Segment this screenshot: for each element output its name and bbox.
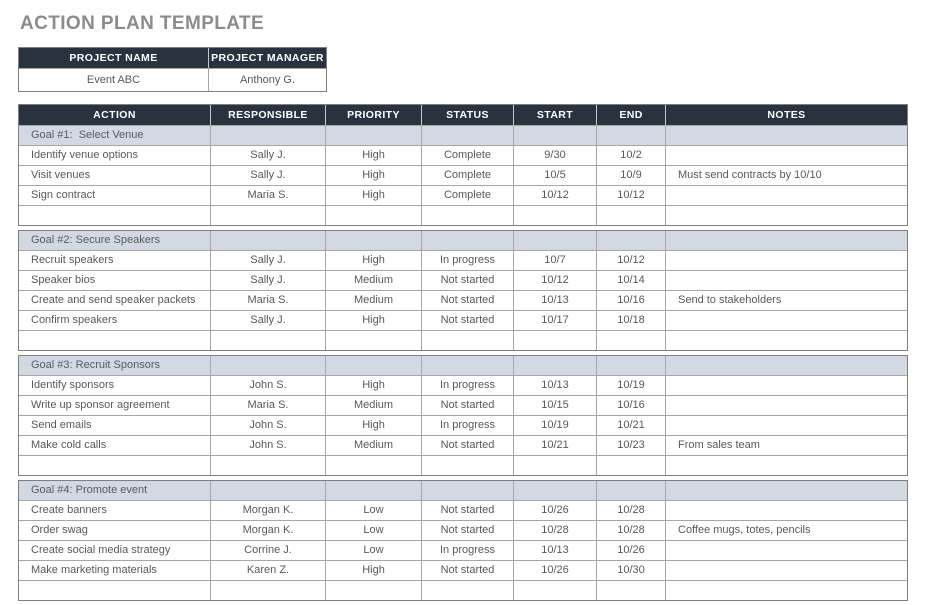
- column-header-notes: NOTES: [767, 109, 806, 121]
- cell-notes: [666, 311, 907, 330]
- goal-row-cell: [326, 481, 422, 500]
- cell-priority: Medium: [326, 396, 422, 415]
- cell-responsible: [211, 456, 326, 475]
- cell-end: [597, 206, 666, 225]
- project-info-value-row: [19, 69, 326, 91]
- table-row: [19, 436, 907, 456]
- cell-notes: [666, 186, 907, 205]
- table-row: [19, 521, 907, 541]
- cell-responsible: Morgan K.: [211, 521, 326, 540]
- cell-status: In progress: [422, 541, 514, 560]
- cell-end: 10/12: [597, 186, 666, 205]
- cell-end: 10/19: [597, 376, 666, 395]
- cell-start: 10/13: [514, 541, 597, 560]
- cell-action: Write up sponsor agreement: [19, 396, 211, 415]
- cell-start: 10/12: [514, 186, 597, 205]
- cell-responsible: Sally J.: [211, 251, 326, 270]
- cell-action: Create and send speaker packets: [19, 291, 211, 310]
- goal-row-cell: [211, 481, 326, 500]
- cell-responsible: John S.: [211, 416, 326, 435]
- project-name-header: PROJECT NAME: [19, 48, 209, 68]
- goal-row-cell: [211, 231, 326, 250]
- cell-priority: High: [326, 166, 422, 185]
- cell-notes: [666, 541, 907, 560]
- cell-action: Recruit speakers: [19, 251, 211, 270]
- cell-priority: High: [326, 416, 422, 435]
- table-row: [19, 291, 907, 311]
- cell-priority: High: [326, 311, 422, 330]
- project-manager-header: PROJECT MANAGER: [211, 52, 324, 64]
- goal-row-cell: [666, 356, 907, 375]
- cell-action: [19, 581, 211, 600]
- cell-priority: [326, 581, 422, 600]
- goal-row-cell: [666, 231, 907, 250]
- column-header-action: ACTION: [19, 105, 211, 125]
- cell-status: Not started: [422, 396, 514, 415]
- cell-action: Sign contract: [19, 186, 211, 205]
- goal-row-cell: [211, 356, 326, 375]
- cell-responsible: John S.: [211, 376, 326, 395]
- table-row: [19, 541, 907, 561]
- goal-row-cell: [326, 356, 422, 375]
- project-manager-value: Anthony G.: [239, 74, 296, 86]
- project-name-value: Event ABC: [19, 69, 209, 91]
- cell-end: 10/30: [597, 561, 666, 580]
- cell-status: Not started: [422, 271, 514, 290]
- cell-end: 10/23: [597, 436, 666, 455]
- cell-end: 10/18: [597, 311, 666, 330]
- cell-priority: Low: [326, 541, 422, 560]
- goal-row-label: Goal #4: Promote event: [19, 481, 211, 500]
- goal-row-cell: [211, 126, 326, 145]
- cell-start: 10/21: [514, 436, 597, 455]
- cell-start: 10/13: [514, 376, 597, 395]
- table-row: [19, 146, 907, 166]
- goal-section-1: [18, 104, 908, 226]
- table-row: [19, 331, 907, 350]
- cell-start: 10/28: [514, 521, 597, 540]
- goal-row-label: Goal #1: Select Venue: [19, 126, 211, 145]
- cell-status: [422, 581, 514, 600]
- goal-row-cell: [326, 126, 422, 145]
- cell-start: [514, 206, 597, 225]
- cell-action: Identify venue options: [19, 146, 211, 165]
- project-info-table: [18, 47, 327, 92]
- cell-start: [514, 456, 597, 475]
- table-row: [19, 206, 907, 225]
- cell-start: 10/5: [514, 166, 597, 185]
- goal-row-cell: [666, 126, 907, 145]
- cell-status: Not started: [422, 521, 514, 540]
- cell-responsible: Maria S.: [211, 396, 326, 415]
- cell-notes: Send to stakeholders: [678, 294, 782, 306]
- cell-start: 10/17: [514, 311, 597, 330]
- column-header-start: START: [514, 105, 597, 125]
- cell-responsible: [211, 581, 326, 600]
- cell-notes: From sales team: [678, 439, 760, 451]
- cell-end: 10/9: [597, 166, 666, 185]
- table-row: [19, 416, 907, 436]
- cell-responsible: Corrine J.: [211, 541, 326, 560]
- page-title: ACTION PLAN TEMPLATE: [20, 13, 265, 34]
- cell-priority: High: [326, 376, 422, 395]
- goal-section-4: [18, 480, 908, 601]
- column-header-priority: PRIORITY: [326, 105, 422, 125]
- cell-priority: High: [326, 186, 422, 205]
- goal-header-row: [19, 481, 907, 501]
- cell-notes: [666, 561, 907, 580]
- cell-status: Not started: [422, 311, 514, 330]
- cell-notes: [666, 416, 907, 435]
- cell-start: 10/19: [514, 416, 597, 435]
- cell-priority: [326, 331, 422, 350]
- cell-start: 10/13: [514, 291, 597, 310]
- goal-row-cell: [597, 356, 666, 375]
- cell-end: 10/21: [597, 416, 666, 435]
- table-row: [19, 251, 907, 271]
- cell-end: 10/28: [597, 521, 666, 540]
- cell-notes: [666, 331, 907, 350]
- goal-row-cell: [422, 231, 514, 250]
- cell-end: 10/16: [597, 396, 666, 415]
- cell-status: [422, 331, 514, 350]
- goal-row-cell: [422, 126, 514, 145]
- cell-status: Not started: [422, 291, 514, 310]
- table-row: [19, 501, 907, 521]
- cell-priority: [326, 456, 422, 475]
- cell-end: 10/2: [597, 146, 666, 165]
- cell-priority: Medium: [326, 291, 422, 310]
- table-row: [19, 396, 907, 416]
- table-row: [19, 271, 907, 291]
- cell-action: [19, 206, 211, 225]
- cell-priority: Low: [326, 521, 422, 540]
- table-header-row: [19, 105, 907, 126]
- goal-row-cell: [666, 481, 907, 500]
- cell-status: Not started: [422, 561, 514, 580]
- goal-row-cell: [514, 481, 597, 500]
- table-row: [19, 186, 907, 206]
- cell-end: 10/16: [597, 291, 666, 310]
- cell-priority: High: [326, 561, 422, 580]
- cell-end: [597, 581, 666, 600]
- goal-row-cell: [597, 126, 666, 145]
- column-header-status: STATUS: [422, 105, 514, 125]
- cell-responsible: John S.: [211, 436, 326, 455]
- cell-priority: High: [326, 146, 422, 165]
- cell-start: 10/12: [514, 271, 597, 290]
- column-header-end: END: [597, 105, 666, 125]
- cell-status: [422, 456, 514, 475]
- cell-action: Confirm speakers: [19, 311, 211, 330]
- cell-responsible: Sally J.: [211, 166, 326, 185]
- cell-end: 10/26: [597, 541, 666, 560]
- cell-responsible: [211, 331, 326, 350]
- cell-end: [597, 456, 666, 475]
- cell-status: In progress: [422, 376, 514, 395]
- goal-header-row: [19, 356, 907, 376]
- goal-row-cell: [514, 231, 597, 250]
- cell-notes: [666, 501, 907, 520]
- cell-responsible: Sally J.: [211, 271, 326, 290]
- goal-row-cell: [597, 231, 666, 250]
- cell-status: In progress: [422, 251, 514, 270]
- cell-end: [597, 331, 666, 350]
- cell-notes: [666, 271, 907, 290]
- goal-row-cell: [514, 126, 597, 145]
- cell-end: 10/28: [597, 501, 666, 520]
- goal-row-cell: [597, 481, 666, 500]
- table-row: [19, 581, 907, 600]
- cell-notes: [666, 206, 907, 225]
- cell-notes: Coffee mugs, totes, pencils: [678, 524, 811, 536]
- cell-responsible: Karen Z.: [211, 561, 326, 580]
- cell-status: Complete: [422, 166, 514, 185]
- cell-end: 10/14: [597, 271, 666, 290]
- cell-status: Complete: [422, 186, 514, 205]
- cell-responsible: Sally J.: [211, 311, 326, 330]
- cell-notes: Must send contracts by 10/10: [678, 169, 822, 181]
- goal-row-label: Goal #3: Recruit Sponsors: [19, 356, 211, 375]
- cell-status: [422, 206, 514, 225]
- cell-priority: High: [326, 251, 422, 270]
- cell-action: [19, 331, 211, 350]
- cell-start: 10/26: [514, 561, 597, 580]
- goal-section-3: [18, 355, 908, 476]
- cell-status: Complete: [422, 146, 514, 165]
- cell-action: Create banners: [19, 501, 211, 520]
- cell-start: 9/30: [514, 146, 597, 165]
- cell-notes: [666, 581, 907, 600]
- cell-action: Create social media strategy: [19, 541, 211, 560]
- cell-responsible: Morgan K.: [211, 501, 326, 520]
- cell-notes: [666, 146, 907, 165]
- cell-status: Not started: [422, 436, 514, 455]
- cell-responsible: Sally J.: [211, 146, 326, 165]
- cell-start: [514, 581, 597, 600]
- table-row: [19, 376, 907, 396]
- table-row: [19, 311, 907, 331]
- table-row: [19, 166, 907, 186]
- goal-row-cell: [422, 356, 514, 375]
- cell-status: In progress: [422, 416, 514, 435]
- cell-priority: [326, 206, 422, 225]
- cell-action: Speaker bios: [19, 271, 211, 290]
- cell-responsible: [211, 206, 326, 225]
- goal-row-label: Goal #2: Secure Speakers: [19, 231, 211, 250]
- cell-start: 10/7: [514, 251, 597, 270]
- cell-action: Identify sponsors: [19, 376, 211, 395]
- cell-end: 10/12: [597, 251, 666, 270]
- cell-action: Send emails: [19, 416, 211, 435]
- cell-notes: [666, 251, 907, 270]
- cell-responsible: Maria S.: [211, 186, 326, 205]
- goal-row-cell: [514, 356, 597, 375]
- table-row: [19, 561, 907, 581]
- cell-notes: [666, 396, 907, 415]
- cell-status: Not started: [422, 501, 514, 520]
- cell-responsible: Maria S.: [211, 291, 326, 310]
- cell-action: [19, 456, 211, 475]
- cell-priority: Medium: [326, 271, 422, 290]
- goal-section-2: [18, 230, 908, 351]
- column-header-responsible: RESPONSIBLE: [211, 105, 326, 125]
- table-row: [19, 456, 907, 475]
- goal-row-cell: [326, 231, 422, 250]
- cell-priority: Low: [326, 501, 422, 520]
- cell-action: Make marketing materials: [19, 561, 211, 580]
- cell-start: 10/15: [514, 396, 597, 415]
- cell-action: Visit venues: [19, 166, 211, 185]
- cell-notes: [666, 456, 907, 475]
- action-plan-table: [18, 104, 908, 601]
- cell-priority: Medium: [326, 436, 422, 455]
- cell-notes: [666, 376, 907, 395]
- goal-header-row: [19, 126, 907, 146]
- goal-header-row: [19, 231, 907, 251]
- project-info-header-row: [19, 48, 326, 69]
- cell-action: Order swag: [19, 521, 211, 540]
- cell-start: 10/26: [514, 501, 597, 520]
- cell-action: Make cold calls: [19, 436, 211, 455]
- goal-row-cell: [422, 481, 514, 500]
- cell-start: [514, 331, 597, 350]
